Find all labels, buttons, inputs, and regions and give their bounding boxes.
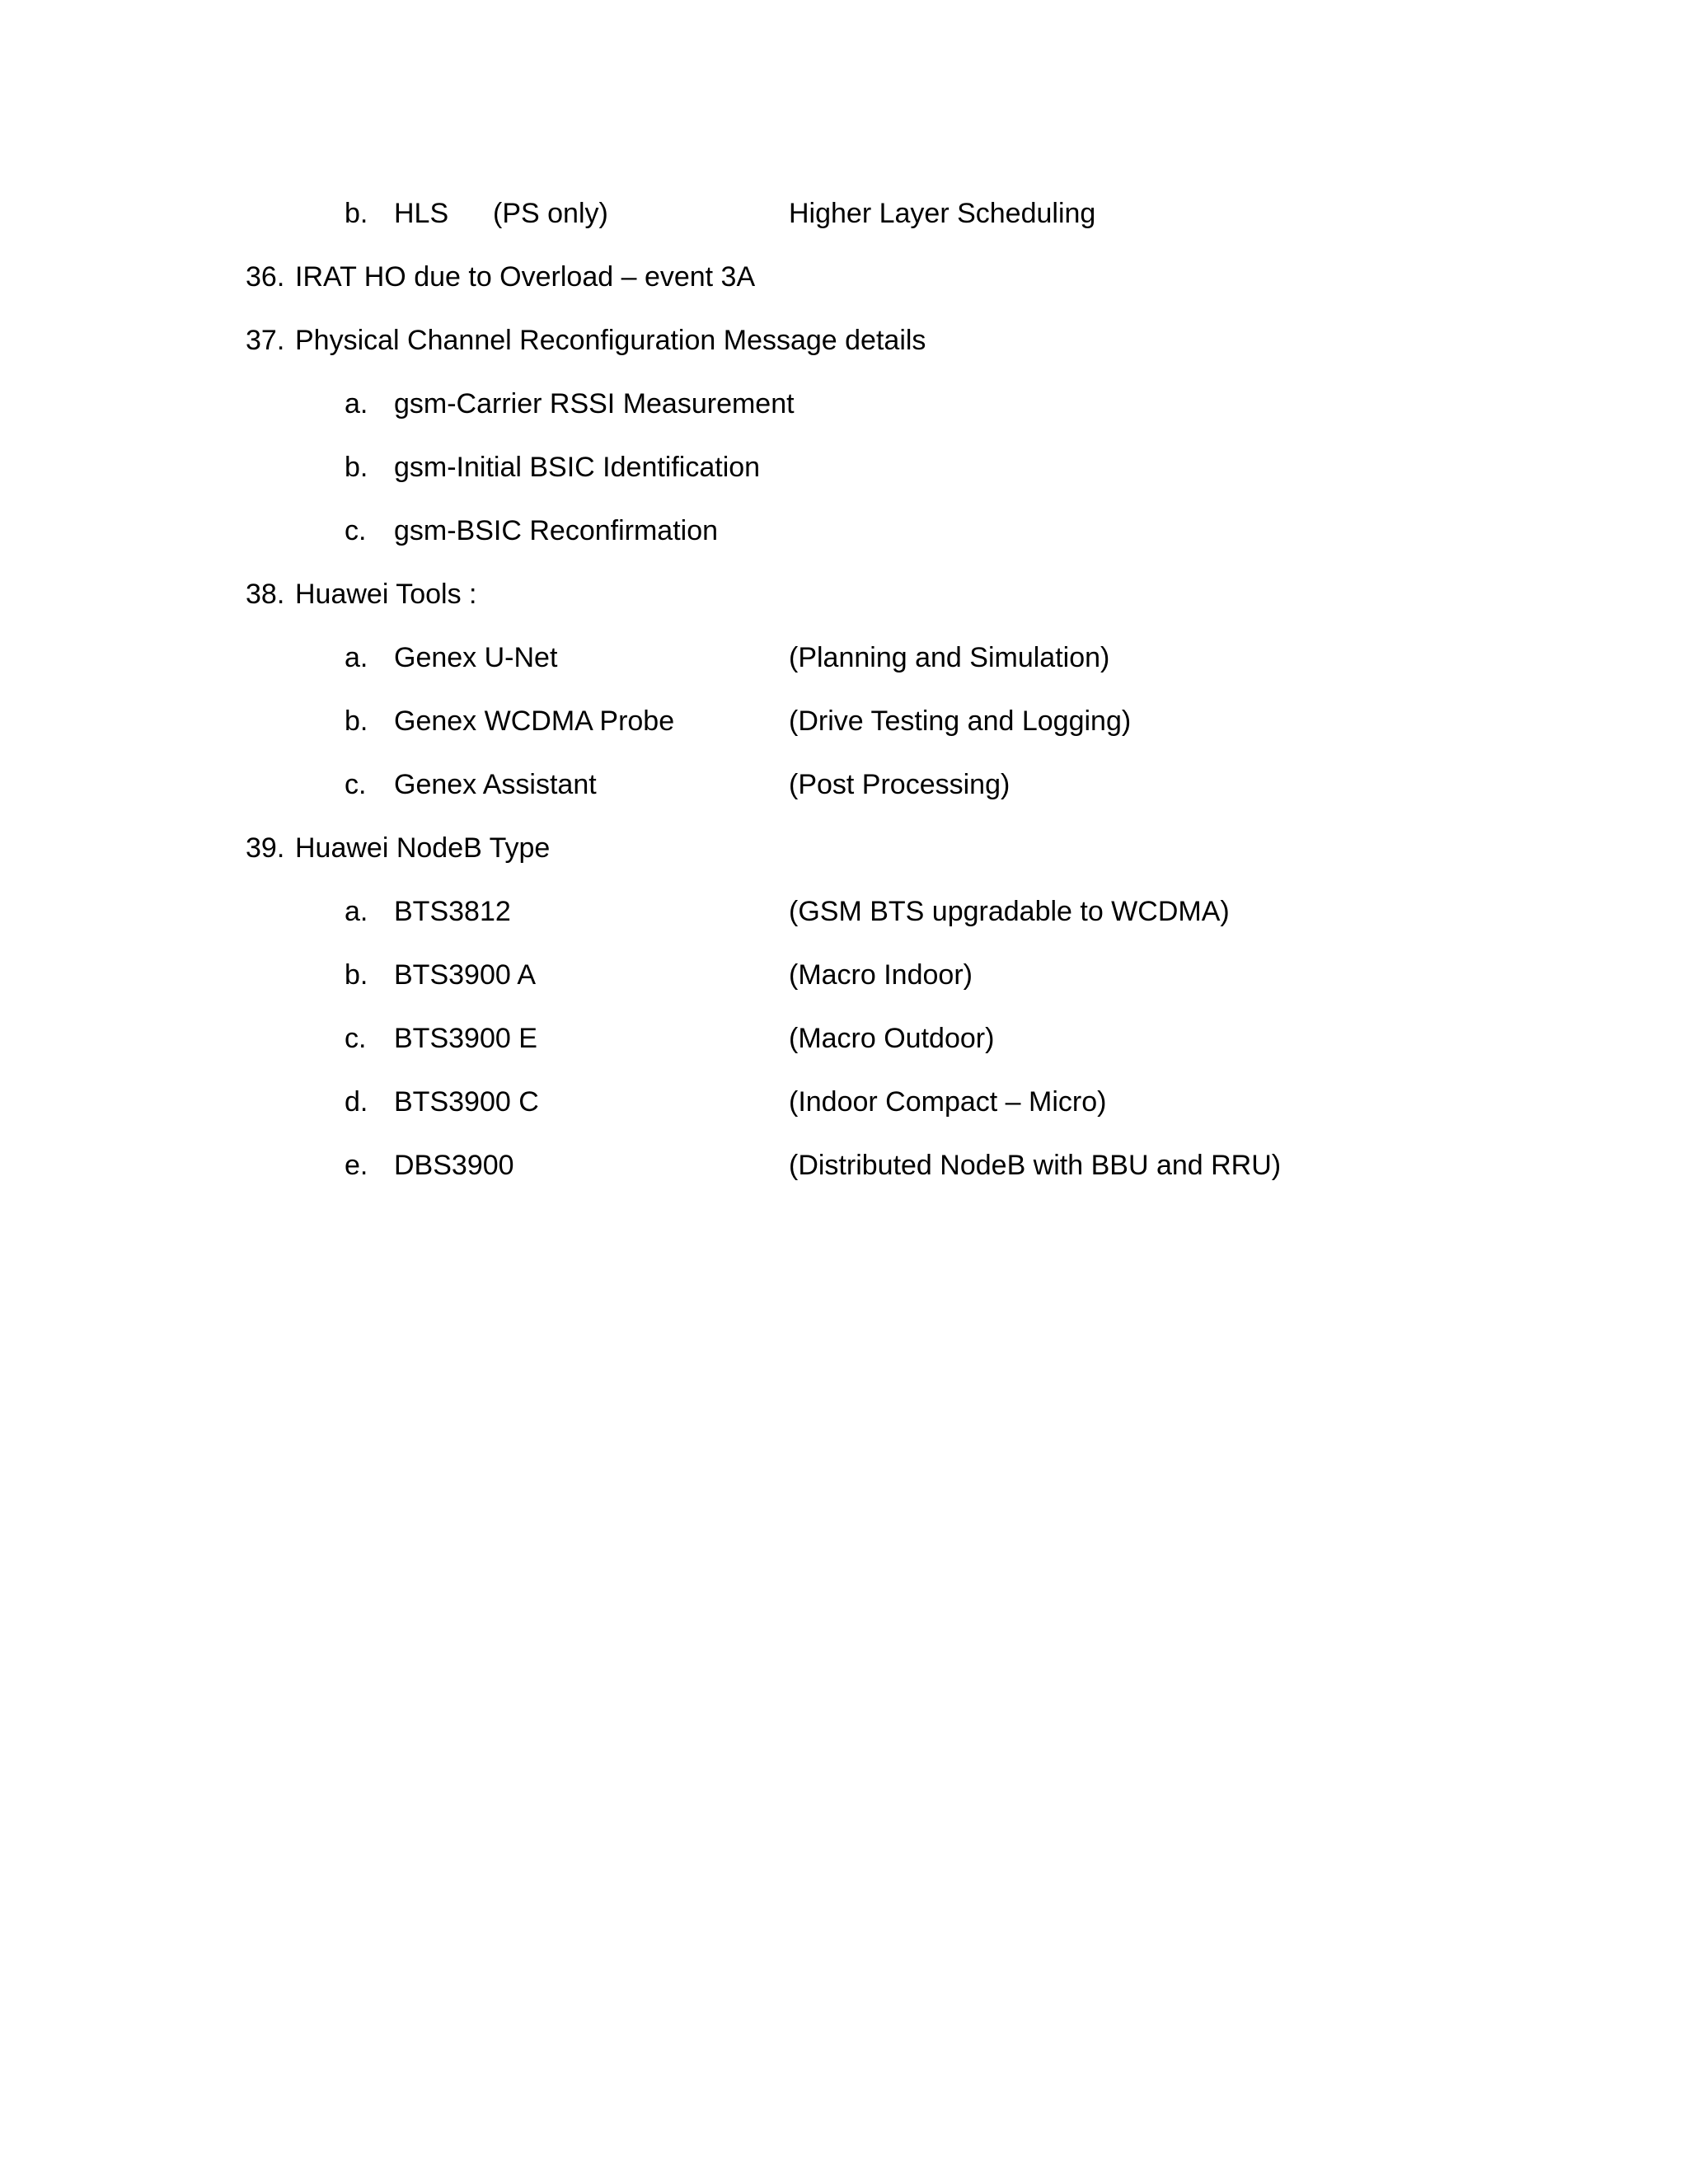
- list-item-number: 36.: [246, 261, 285, 293]
- sub-item-text: BTS3812: [394, 896, 511, 927]
- sub-item-description: (Planning and Simulation): [789, 642, 1110, 673]
- list-item-37: [0, 320, 1688, 361]
- sub-item-marker: c.: [345, 769, 367, 800]
- sub-item-text: Genex Assistant: [394, 769, 597, 800]
- list-item-number: 38.: [246, 579, 285, 610]
- sub-item-text: DBS3900: [394, 1150, 514, 1181]
- sub-item-description: (Drive Testing and Logging): [789, 705, 1132, 737]
- sub-item-marker: b.: [345, 959, 368, 991]
- sub-item-marker: b.: [345, 198, 368, 229]
- sub-item-37c: [0, 510, 1688, 551]
- sub-item-text: BTS3900 E: [394, 1023, 537, 1054]
- sub-item-39a: [0, 891, 1688, 932]
- sub-item-text: Genex WCDMA Probe: [394, 705, 675, 737]
- sub-item-description: (Macro Outdoor): [789, 1023, 995, 1054]
- sub-item-text: Genex U-Net: [394, 642, 558, 673]
- sub-item-description: (Indoor Compact – Micro): [789, 1086, 1107, 1118]
- sub-item-marker: c.: [345, 1023, 367, 1054]
- sub-item-marker: b.: [345, 705, 368, 737]
- sub-item-marker: c.: [345, 515, 367, 546]
- list-item-text: Huawei NodeB Type: [295, 832, 551, 864]
- sub-item-marker: e.: [345, 1150, 368, 1181]
- sub-item-38a: [0, 637, 1688, 678]
- list-item-38: [0, 574, 1688, 615]
- sub-item-37b: [0, 447, 1688, 488]
- list-item-text: IRAT HO due to Overload – event 3A: [295, 261, 756, 293]
- sub-item-description: (Post Processing): [789, 769, 1010, 800]
- sub-item-39e: [0, 1145, 1688, 1186]
- sub-item-37a: [0, 383, 1688, 424]
- sub-item-38b: [0, 701, 1688, 742]
- sub-item-marker: a.: [345, 388, 368, 419]
- sub-item-text: gsm-Initial BSIC Identification: [394, 452, 761, 483]
- sub-item-39c: [0, 1018, 1688, 1059]
- list-item-text: Huawei Tools :: [295, 579, 477, 610]
- sub-item-qualifier: (PS only): [493, 198, 608, 229]
- sub-item-marker: a.: [345, 642, 368, 673]
- list-item-text: Physical Channel Reconfiguration Message details: [295, 325, 926, 356]
- list-item-number: 39.: [246, 832, 285, 864]
- sub-item-description: (Macro Indoor): [789, 959, 973, 991]
- sub-item-text: gsm-BSIC Reconfirmation: [394, 515, 719, 546]
- sub-item-text: BTS3900 A: [394, 959, 537, 991]
- sub-item-marker: b.: [345, 452, 368, 483]
- sub-item-text: BTS3900 C: [394, 1086, 539, 1118]
- sub-item-39b: [0, 954, 1688, 996]
- list-item-36: [0, 256, 1688, 298]
- sub-item-term: HLS: [394, 198, 449, 229]
- sub-item-description: (GSM BTS upgradable to WCDMA): [789, 896, 1230, 927]
- list-item-hls: [0, 193, 1688, 234]
- sub-item-description: Higher Layer Scheduling: [789, 198, 1096, 229]
- sub-item-description: (Distributed NodeB with BBU and RRU): [789, 1150, 1282, 1181]
- sub-item-marker: a.: [345, 896, 368, 927]
- sub-item-text: gsm-Carrier RSSI Measurement: [394, 388, 795, 419]
- list-item-39: [0, 827, 1688, 869]
- sub-item-marker: d.: [345, 1086, 368, 1118]
- sub-item-39d: [0, 1081, 1688, 1122]
- list-item-number: 37.: [246, 325, 285, 356]
- sub-item-38c: [0, 764, 1688, 805]
